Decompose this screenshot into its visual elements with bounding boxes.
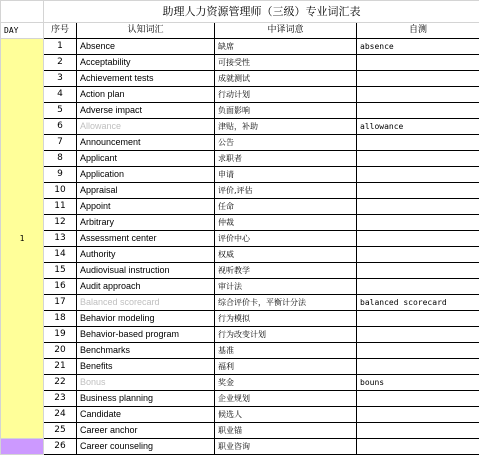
row-self-test[interactable] <box>357 343 479 359</box>
table-row <box>1 359 479 375</box>
table-row <box>1 183 479 199</box>
row-self-test[interactable] <box>357 199 479 215</box>
day-cell[interactable]: 1 <box>1 39 44 439</box>
row-word[interactable]: Audiovisual instruction <box>77 263 215 279</box>
row-translation[interactable]: 视听教学 <box>215 263 357 279</box>
row-number[interactable]: 10 <box>44 183 77 199</box>
row-word[interactable]: Balanced scorecard <box>77 295 215 311</box>
row-translation[interactable]: 申请 <box>215 167 357 183</box>
row-word[interactable]: Acceptability <box>77 55 215 71</box>
row-word[interactable]: Bonus <box>77 375 215 391</box>
row-word[interactable]: Absence <box>77 39 215 55</box>
row-word[interactable]: Assessment center <box>77 231 215 247</box>
table-row <box>1 247 479 263</box>
row-word[interactable]: Allowance <box>77 119 215 135</box>
table-row <box>1 391 479 407</box>
row-translation[interactable]: 综合评价卡，平衡计分法 <box>215 295 357 311</box>
sheet-title[interactable]: 助理人力资源管理师（三级）专业词汇表 <box>44 1 479 23</box>
row-word[interactable]: Appoint <box>77 199 215 215</box>
row-translation[interactable]: 求职者 <box>215 151 357 167</box>
row-number[interactable]: 4 <box>44 87 77 103</box>
row-translation[interactable]: 成就测试 <box>215 71 357 87</box>
row-translation[interactable]: 缺席 <box>215 39 357 55</box>
row-self-test[interactable] <box>357 103 479 119</box>
row-translation[interactable]: 任命 <box>215 199 357 215</box>
row-word[interactable]: Behavior-based program <box>77 327 215 343</box>
table-row <box>1 151 479 167</box>
row-number[interactable]: 25 <box>44 423 77 439</box>
table-row <box>1 199 479 215</box>
row-self-test[interactable] <box>357 135 479 151</box>
row-self-test[interactable] <box>357 263 479 279</box>
row-word[interactable]: Adverse impact <box>77 103 215 119</box>
row-number[interactable]: 22 <box>44 375 77 391</box>
row-translation[interactable]: 评价中心 <box>215 231 357 247</box>
table-row <box>1 87 479 103</box>
row-translation[interactable]: 行为模拟 <box>215 311 357 327</box>
row-word[interactable]: Applicant <box>77 151 215 167</box>
table-row <box>1 343 479 359</box>
row-number[interactable]: 13 <box>44 231 77 247</box>
row-word[interactable]: Arbitrary <box>77 215 215 231</box>
row-translation[interactable]: 负面影响 <box>215 103 357 119</box>
row-translation[interactable]: 候选人 <box>215 407 357 423</box>
row-word[interactable]: Career counseling <box>77 439 215 455</box>
row-number[interactable]: 17 <box>44 295 77 311</box>
row-self-test[interactable] <box>357 71 479 87</box>
row-word[interactable]: Authority <box>77 247 215 263</box>
table-row <box>1 279 479 295</box>
row-number[interactable]: 6 <box>44 119 77 135</box>
row-word[interactable]: Benefits <box>77 359 215 375</box>
row-self-test[interactable]: bouns <box>357 375 479 391</box>
blank-cell[interactable] <box>1 1 44 23</box>
table-row <box>1 423 479 439</box>
row-translation[interactable]: 福利 <box>215 359 357 375</box>
word-header[interactable]: 认知词汇 <box>77 23 215 39</box>
row-word[interactable]: Candidate <box>77 407 215 423</box>
row-word[interactable]: Benchmarks <box>77 343 215 359</box>
day-header[interactable]: DAY <box>1 23 44 39</box>
row-translation[interactable]: 行为改变计划 <box>215 327 357 343</box>
row-word[interactable]: Action plan <box>77 87 215 103</box>
row-translation[interactable]: 基准 <box>215 343 357 359</box>
row-translation[interactable]: 权威 <box>215 247 357 263</box>
row-translation[interactable]: 津贴，补助 <box>215 119 357 135</box>
row-word[interactable]: Application <box>77 167 215 183</box>
row-number[interactable]: 19 <box>44 327 77 343</box>
table-row <box>1 71 479 87</box>
table-row <box>1 311 479 327</box>
row-self-test[interactable] <box>357 359 479 375</box>
row-number[interactable]: 26 <box>44 439 77 455</box>
row-self-test[interactable] <box>357 279 479 295</box>
table-row <box>1 263 479 279</box>
row-number[interactable]: 12 <box>44 215 77 231</box>
row-translation[interactable]: 仲裁 <box>215 215 357 231</box>
table-row <box>1 231 479 247</box>
row-self-test[interactable] <box>357 151 479 167</box>
row-number[interactable]: 16 <box>44 279 77 295</box>
row-number[interactable]: 2 <box>44 55 77 71</box>
row-self-test[interactable]: absence <box>357 39 479 55</box>
table-row <box>1 39 479 55</box>
row-word[interactable]: Appraisal <box>77 183 215 199</box>
row-self-test[interactable] <box>357 167 479 183</box>
row-number[interactable]: 18 <box>44 311 77 327</box>
row-number[interactable]: 24 <box>44 407 77 423</box>
table-row <box>1 55 479 71</box>
table-row <box>1 167 479 183</box>
row-self-test[interactable]: allowance <box>357 119 479 135</box>
cn-header[interactable]: 中译词意 <box>215 23 357 39</box>
title-row <box>1 1 479 23</box>
row-self-test[interactable] <box>357 55 479 71</box>
row-number[interactable]: 7 <box>44 135 77 151</box>
test-header[interactable]: 自测 <box>357 23 479 39</box>
row-self-test[interactable]: balanced scorecard <box>357 295 479 311</box>
row-self-test[interactable] <box>357 327 479 343</box>
row-self-test[interactable] <box>357 215 479 231</box>
table-row <box>1 375 479 391</box>
row-translation[interactable]: 公告 <box>215 135 357 151</box>
row-self-test[interactable] <box>357 183 479 199</box>
row-translation[interactable]: 可接受性 <box>215 55 357 71</box>
row-translation[interactable]: 行动计划 <box>215 87 357 103</box>
row-word[interactable]: Announcement <box>77 135 215 151</box>
row-number[interactable]: 23 <box>44 391 77 407</box>
table-row <box>1 215 479 231</box>
row-translation[interactable]: 审计法 <box>215 279 357 295</box>
row-word[interactable]: Audit approach <box>77 279 215 295</box>
row-translation[interactable]: 职业咨询 <box>215 439 357 455</box>
table-row <box>1 103 479 119</box>
row-translation[interactable]: 企业规划 <box>215 391 357 407</box>
row-self-test[interactable] <box>357 231 479 247</box>
row-number[interactable]: 8 <box>44 151 77 167</box>
header-row <box>1 23 479 39</box>
row-self-test[interactable] <box>357 87 479 103</box>
table-row <box>1 135 479 151</box>
row-word[interactable]: Behavior modeling <box>77 311 215 327</box>
row-number[interactable]: 20 <box>44 343 77 359</box>
row-self-test[interactable] <box>357 391 479 407</box>
vocabulary-rows <box>1 39 479 455</box>
row-number[interactable]: 9 <box>44 167 77 183</box>
row-number[interactable]: 11 <box>44 199 77 215</box>
row-number[interactable]: 21 <box>44 359 77 375</box>
row-number[interactable]: 14 <box>44 247 77 263</box>
table-row <box>1 295 479 311</box>
row-number[interactable]: 3 <box>44 71 77 87</box>
row-word[interactable]: Business planning <box>77 391 215 407</box>
row-number[interactable]: 15 <box>44 263 77 279</box>
row-word[interactable]: Career anchor <box>77 423 215 439</box>
table-row <box>1 327 479 343</box>
table-row <box>1 119 479 135</box>
row-self-test[interactable] <box>357 423 479 439</box>
row-translation[interactable]: 职业锚 <box>215 423 357 439</box>
row-translation[interactable]: 评价,评估 <box>215 183 357 199</box>
row-self-test[interactable] <box>357 311 479 327</box>
row-self-test[interactable] <box>357 407 479 423</box>
num-header[interactable]: 序号 <box>44 23 77 39</box>
row-number[interactable]: 1 <box>44 39 77 55</box>
table-row <box>1 407 479 423</box>
row-word[interactable]: Achievement tests <box>77 71 215 87</box>
row-translation[interactable]: 奖金 <box>215 375 357 391</box>
row-number[interactable]: 5 <box>44 103 77 119</box>
row-self-test[interactable] <box>357 247 479 263</box>
